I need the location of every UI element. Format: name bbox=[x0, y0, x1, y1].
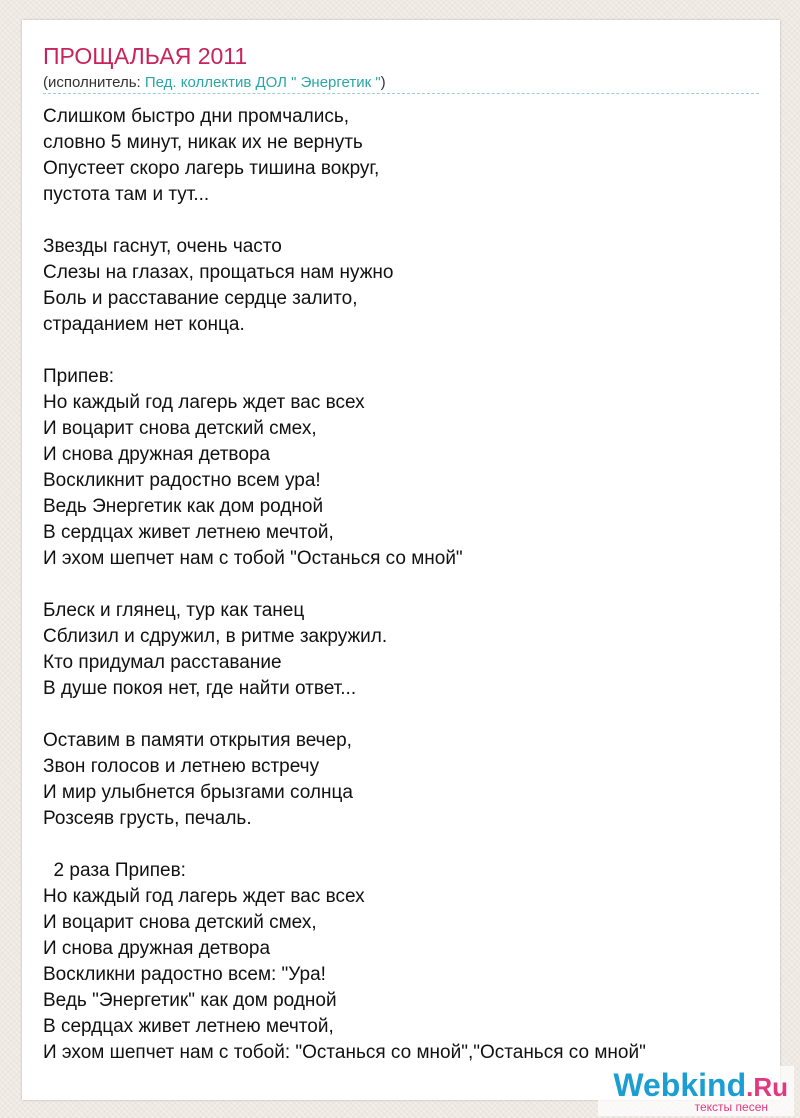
lyric-line: Блеск и глянец, тур как танец bbox=[43, 600, 305, 621]
lyric-line: В сердцах живет летнею мечтой, bbox=[43, 1016, 334, 1037]
lyric-line: Звезды гаснут, очень часто bbox=[43, 236, 282, 257]
lyric-line: 2 раза Припев: bbox=[43, 860, 186, 881]
performer-prefix: (исполнитель: bbox=[43, 74, 145, 91]
lyric-line: Но каждый год лагерь ждет вас всех bbox=[43, 886, 365, 907]
lyric-line: И воцарит снова детский смех, bbox=[43, 418, 317, 439]
lyric-line: Сблизил и сдружил, в ритме закружил. bbox=[43, 626, 388, 647]
lyric-line: И снова дружная детвора bbox=[43, 444, 271, 465]
lyric-line: Воскликни радостно всем: "Ура! bbox=[43, 964, 326, 985]
lyric-line: И снова дружная детвора bbox=[43, 938, 271, 959]
song-title: ПРОЩАЛЬАЯ 2011 bbox=[43, 43, 248, 69]
lyrics-card bbox=[22, 20, 780, 1100]
site-watermark bbox=[598, 1066, 794, 1116]
divider bbox=[43, 93, 759, 94]
lyric-blank-line bbox=[43, 702, 763, 728]
lyric-line: В душе покоя нет, где найти ответ... bbox=[43, 678, 357, 699]
lyric-line: Опустеет скоро лагерь тишина вокруг, bbox=[43, 158, 380, 179]
lyric-line: Слишком быстро дни промчались, bbox=[43, 106, 350, 127]
performer-line bbox=[43, 73, 386, 93]
lyric-line: Оставим в памяти открытия вечер, bbox=[43, 730, 352, 751]
lyric-line: Припев: bbox=[43, 366, 115, 387]
lyric-blank-line bbox=[43, 832, 763, 858]
lyric-line: И эхом шепчет нам с тобой "Останься со мной" bbox=[43, 548, 463, 569]
lyric-line: пустота там и тут... bbox=[43, 184, 210, 205]
performer-suffix: ) bbox=[380, 74, 386, 91]
lyric-line: В сердцах живет летнею мечтой, bbox=[43, 522, 334, 543]
lyric-line: И мир улыбнется брызгами солнца bbox=[43, 782, 353, 803]
lyric-blank-line bbox=[43, 338, 763, 364]
lyric-line: Воскликнит радостно всем ура! bbox=[43, 470, 321, 491]
watermark-brand: Webkind bbox=[613, 1067, 747, 1103]
lyric-line: страданием нет конца. bbox=[43, 314, 245, 335]
lyric-line: Но каждый год лагерь ждет вас всех bbox=[43, 392, 365, 413]
lyric-line: И эхом шепчет нам с тобой: "Останься со мной","Останься со мной" bbox=[43, 1042, 646, 1063]
lyrics-text bbox=[43, 104, 763, 1066]
lyric-blank-line bbox=[43, 208, 763, 234]
lyric-line: Ведь Энергетик как дом родной bbox=[43, 496, 324, 517]
lyric-line: Кто придумал расставание bbox=[43, 652, 282, 673]
lyric-line: Слезы на глазах, прощаться нам нужно bbox=[43, 262, 394, 283]
lyric-line: И воцарит снова детский смех, bbox=[43, 912, 317, 933]
watermark-tld: .Ru bbox=[746, 1072, 788, 1102]
lyric-line: Ведь "Энергетик" как дом родной bbox=[43, 990, 337, 1011]
lyric-line: Звон голосов и летнею встречу bbox=[43, 756, 320, 777]
lyric-blank-line bbox=[43, 572, 763, 598]
watermark-tagline: тексты песен bbox=[694, 1100, 768, 1114]
lyric-line: Розсеяв грусть, печаль. bbox=[43, 808, 252, 829]
lyric-line: Боль и расставание сердце залито, bbox=[43, 288, 358, 309]
performer-link[interactable]: Пед. коллектив ДОЛ " Энергетик " bbox=[144, 74, 381, 91]
lyric-line: словно 5 минут, никак их не вернуть bbox=[43, 132, 363, 153]
